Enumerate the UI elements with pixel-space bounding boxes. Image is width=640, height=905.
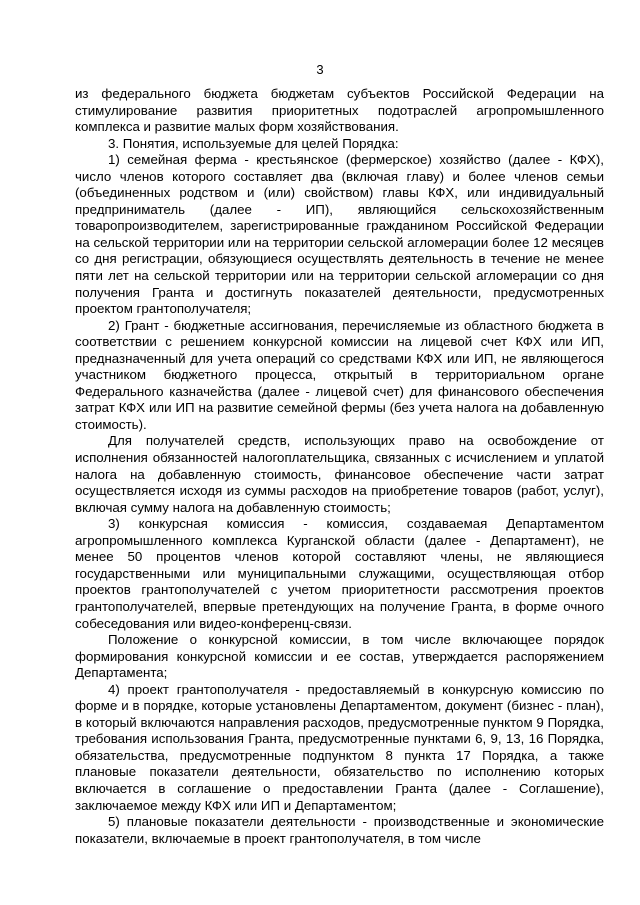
paragraph-commission-rule: Положение о конкурсной комиссии, в том числе включающее порядок формирования конкурсной комиссии и ее состав, утверждается распоряжением Департамента;: [75, 632, 604, 681]
paragraph-continuation: из федерального бюджета бюджетам субъектов Российской Федерации на стимулирование развития приоритетных подотраслей агропромышленного комплекса и развитие малых форм хозяйствования.: [75, 86, 604, 135]
document-body: [75, 86, 604, 847]
paragraph-item-2: 2) Грант - бюджетные ассигнования, перечисляемые из областного бюджета в соответствии с решением конкурсной комиссии на лицевой счет КФХ или ИП, предназначенный для учета операций со средствами КФХ или ИП, не являющегося участником бюджетного процесса, открытый в территориальном органе Федерального казначейства (далее - лицевой счет) для финансового обеспечения затрат КФХ или ИП на развитие семейной фермы (без учета налога на добавленную стоимость).: [75, 317, 604, 432]
paragraph-item-4: 4) проект грантополучателя - предоставляемый в конкурсную комиссию по форме и в порядке, которые установлены Департаментом, документ (бизнес - план), в который включаются направления расходов, предусмотренные пунктом 9 Порядка, требования использования Гранта, предусмотренные пунктами 6, 9, 13, 16 Порядка, обязательства, предусмотренные подпунктом 8 пункта 17 Порядка, а также плановые показатели деятельности, обязательство по исполнению которых включается в соглашение о предоставлении Гранта (далее - Соглашение), заключаемое между КФХ или ИП и Департаментом;: [75, 681, 604, 813]
paragraph-section-3: 3. Понятия, используемые для целей Порядка:: [108, 135, 399, 151]
page-number: 3: [316, 62, 324, 77]
paragraph-item-1: 1) семейная ферма - крестьянское (фермерское) хозяйство (далее - КФХ), число членов которого составляет два (включая главу) и более членов семьи (объединенных родством и (или) свойством) главы КФХ, или индивидуальный предприниматель (далее - ИП), являющийся сельскохозяйственным товаропроизводителем, зарегистрированные гражданином Российской Федерации на сельской территории или на территории сельской агломерации более 12 месяцев со дня регистрации, обязующиеся осуществлять деятельность в течение не менее пяти лет на сельской территории или на территории сельской агломерации со дня получения Гранта и достигнуть показателей деятельности, предусмотренных проектом грантополучателя;: [75, 152, 604, 317]
paragraph-vat-note: Для получателей средств, использующих право на освобождение от исполнения обязанностей налогоплательщика, связанных с исчислением и уплатой налога на добавленную стоимость, финансовое обеспечение части затрат осуществляется исходя из суммы расходов на приобретение товаров (работ, услуг), включая сумму налога на добавленную стоимость;: [75, 433, 604, 515]
paragraph-item-5: 5) плановые показатели деятельности - производственные и экономические показатели, включаемые в проект грантополучателя, в том числе: [75, 814, 604, 846]
paragraph-item-3: 3) конкурсная комиссия - комиссия, создаваемая Департаментом агропромышленного комплекса Курганской области (далее - Департамент), не менее 50 процентов членов которой составляют члены, не являющиеся государственными или муниципальными служащими, осуществляющая отбор проектов грантополучателей с учетом приоритетности рассмотрения проектов грантополучателей, впервые претендующих на получение Гранта, в форме очного собеседования или видео-конференц-связи.: [75, 516, 604, 631]
